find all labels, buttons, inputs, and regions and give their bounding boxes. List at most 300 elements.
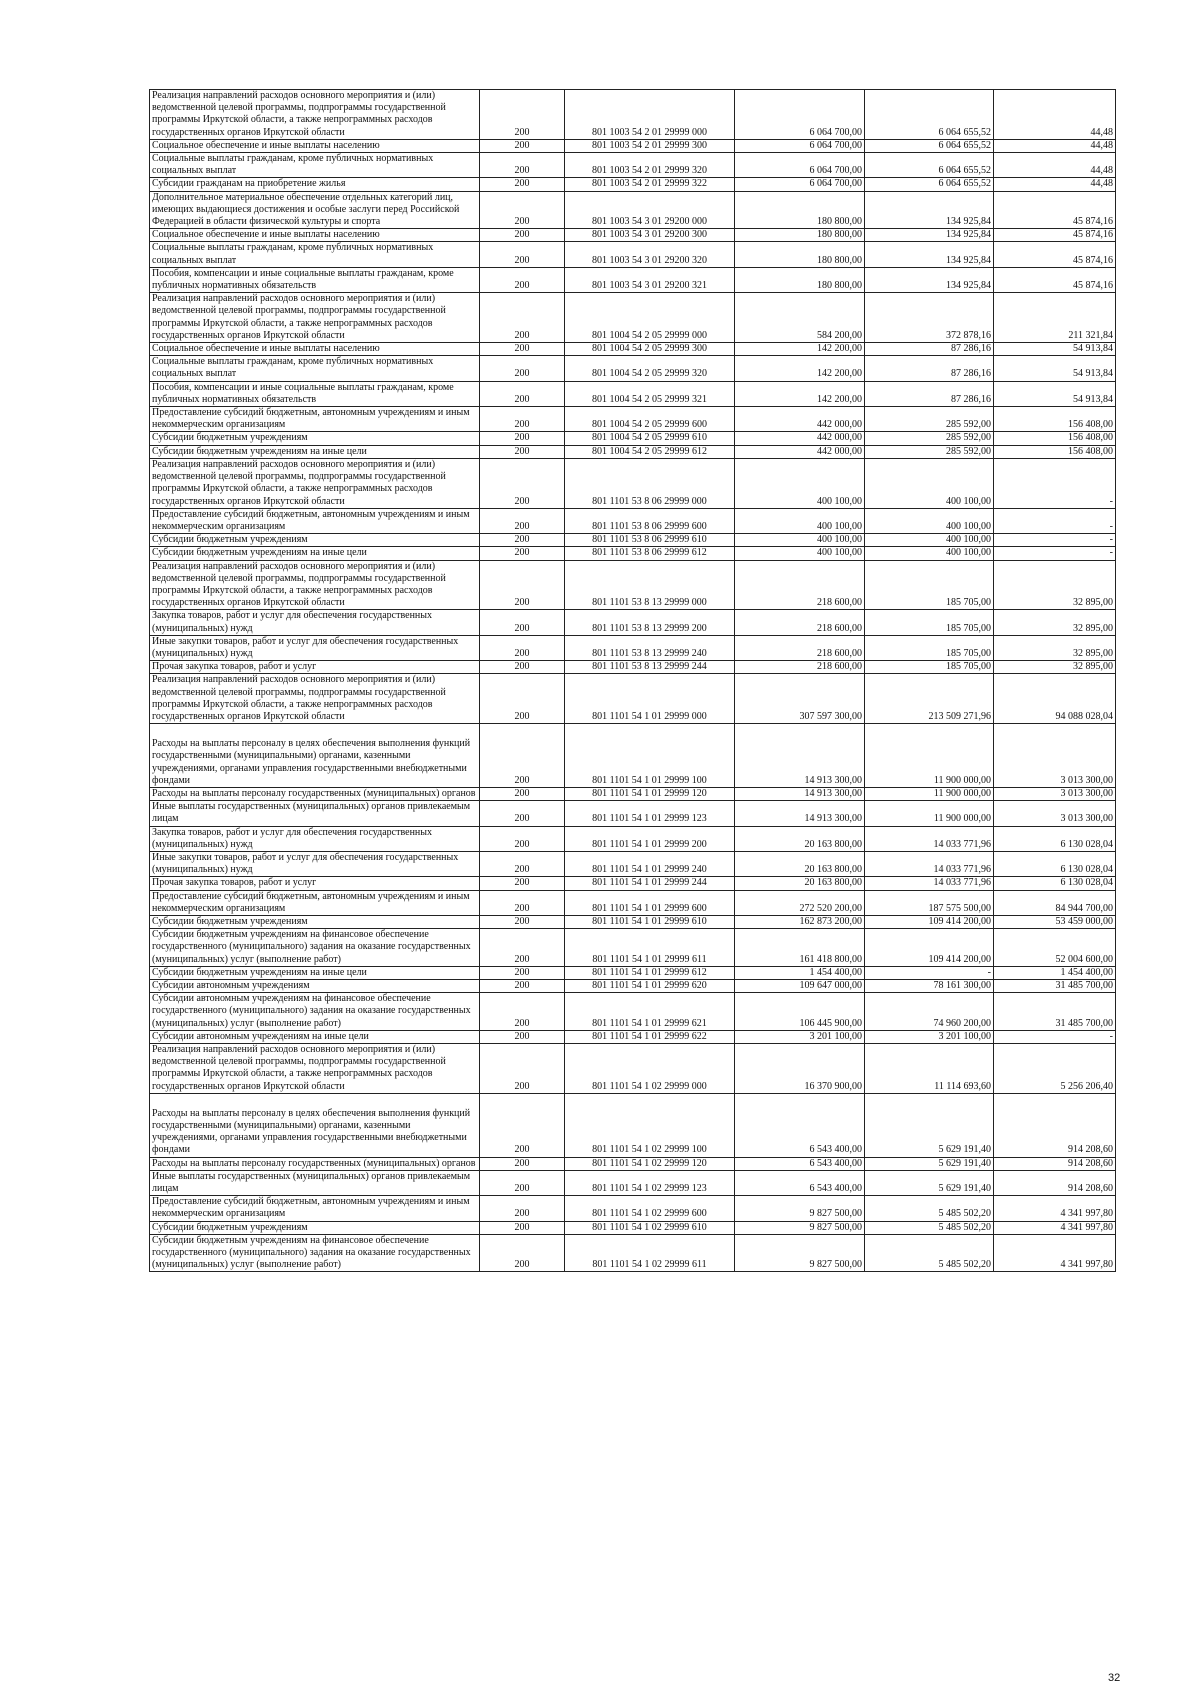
cell-line-code: 200 [480,1030,565,1043]
cell-executed: 185 705,00 [865,661,994,674]
cell-executed: 11 900 000,00 [865,724,994,788]
cell-executed: 87 286,16 [865,356,994,381]
cell-executed: 134 925,84 [865,229,994,242]
cell-unexecuted: 6 130 028,04 [994,826,1116,851]
table-row [150,432,1116,445]
cell-line-code: 200 [480,191,565,229]
cell-unexecuted: 45 874,16 [994,242,1116,267]
table-row [150,90,1116,140]
table-row [150,1093,1116,1157]
table-row [150,801,1116,826]
table-row [150,1221,1116,1234]
cell-executed: 74 960 200,00 [865,993,994,1031]
cell-line-code: 200 [480,993,565,1031]
cell-line-code: 200 [480,139,565,152]
cell-line-code: 200 [480,877,565,890]
table-row [150,508,1116,533]
table-row [150,1196,1116,1221]
cell-executed: 14 033 771,96 [865,851,994,876]
table-row [150,178,1116,191]
cell-budget-classification-code: 801 1101 54 1 01 29999 611 [565,929,735,967]
cell-unexecuted: 211 321,84 [994,293,1116,343]
table-row [150,1030,1116,1043]
cell-expense-name: Иные закупки товаров, работ и услуг для обеспечения государственных (муниципальных) нужд [150,635,480,660]
cell-executed: 285 592,00 [865,432,994,445]
cell-unexecuted: 44,48 [994,139,1116,152]
cell-unexecuted: 914 208,60 [994,1157,1116,1170]
cell-expense-name: Иные выплаты государственных (муниципальных) органов привлекаемым лицам [150,1170,480,1195]
cell-expense-name: Субсидии бюджетным учреждениям на иные цели [150,966,480,979]
cell-unexecuted: 914 208,60 [994,1170,1116,1195]
cell-budget-classification-code: 801 1003 54 2 01 29999 000 [565,90,735,140]
page-number: 32 [1108,1672,1121,1684]
cell-approved-appropriations: 218 600,00 [735,560,865,610]
cell-executed: 6 064 655,52 [865,153,994,178]
cell-budget-classification-code: 801 1101 54 1 01 29999 600 [565,890,735,915]
cell-executed: 109 414 200,00 [865,929,994,967]
cell-budget-classification-code: 801 1101 54 1 01 29999 620 [565,980,735,993]
cell-line-code: 200 [480,458,565,508]
cell-approved-appropriations: 6 543 400,00 [735,1157,865,1170]
cell-executed: 134 925,84 [865,242,994,267]
cell-budget-classification-code: 801 1101 53 8 06 29999 612 [565,547,735,560]
cell-unexecuted: 94 088 028,04 [994,674,1116,724]
cell-unexecuted: 45 874,16 [994,229,1116,242]
cell-budget-classification-code: 801 1101 54 1 01 29999 100 [565,724,735,788]
table-row [150,139,1116,152]
cell-expense-name: Субсидии бюджетным учреждениям на финансовое обеспечение государственного (муниципального) задания на оказание государственных (муниципальных) услуг (выполнение работ) [150,929,480,967]
cell-line-code: 200 [480,980,565,993]
cell-budget-classification-code: 801 1004 54 2 05 29999 320 [565,356,735,381]
cell-unexecuted: - [994,547,1116,560]
cell-expense-name: Социальное обеспечение и иные выплаты населению [150,139,480,152]
cell-approved-appropriations: 218 600,00 [735,661,865,674]
cell-approved-appropriations: 6 543 400,00 [735,1170,865,1195]
cell-executed: 109 414 200,00 [865,916,994,929]
cell-budget-classification-code: 801 1101 54 1 01 29999 622 [565,1030,735,1043]
cell-executed: 14 033 771,96 [865,877,994,890]
cell-expense-name: Реализация направлений расходов основного мероприятия и (или) ведомственной целевой программы, подпрограммы государственной программы Иркутской области, а также непрограммных расходов государственных органов Иркутской области [150,560,480,610]
cell-line-code: 200 [480,635,565,660]
cell-budget-classification-code: 801 1004 54 2 05 29999 000 [565,293,735,343]
cell-approved-appropriations: 584 200,00 [735,293,865,343]
cell-approved-appropriations: 14 913 300,00 [735,724,865,788]
cell-line-code: 200 [480,534,565,547]
cell-budget-classification-code: 801 1101 54 1 01 29999 610 [565,916,735,929]
cell-budget-classification-code: 801 1101 54 1 02 29999 000 [565,1044,735,1094]
cell-line-code: 200 [480,445,565,458]
cell-budget-classification-code: 801 1004 54 2 05 29999 612 [565,445,735,458]
cell-budget-classification-code: 801 1101 54 1 01 29999 244 [565,877,735,890]
cell-unexecuted: 6 130 028,04 [994,877,1116,890]
cell-unexecuted: 3 013 300,00 [994,724,1116,788]
cell-budget-classification-code: 801 1004 54 2 05 29999 300 [565,343,735,356]
table-row [150,724,1116,788]
cell-approved-appropriations: 142 200,00 [735,356,865,381]
cell-executed: - [865,966,994,979]
cell-approved-appropriations: 180 800,00 [735,242,865,267]
cell-unexecuted: 44,48 [994,178,1116,191]
cell-line-code: 200 [480,153,565,178]
cell-approved-appropriations: 442 000,00 [735,432,865,445]
cell-budget-classification-code: 801 1101 53 8 06 29999 600 [565,508,735,533]
cell-expense-name: Пособия, компенсации и иные социальные выплаты гражданам, кроме публичных нормативных обязательств [150,381,480,406]
table-row [150,547,1116,560]
cell-approved-appropriations: 9 827 500,00 [735,1196,865,1221]
cell-executed: 185 705,00 [865,560,994,610]
cell-approved-appropriations: 442 000,00 [735,407,865,432]
table-row [150,560,1116,610]
cell-line-code: 200 [480,851,565,876]
cell-line-code: 200 [480,293,565,343]
cell-executed: 6 064 655,52 [865,90,994,140]
cell-approved-appropriations: 272 520 200,00 [735,890,865,915]
cell-unexecuted: 156 408,00 [994,407,1116,432]
cell-approved-appropriations: 1 454 400,00 [735,966,865,979]
cell-unexecuted: 45 874,16 [994,191,1116,229]
cell-line-code: 200 [480,267,565,292]
cell-executed: 285 592,00 [865,407,994,432]
cell-unexecuted: 156 408,00 [994,445,1116,458]
cell-executed: 3 201 100,00 [865,1030,994,1043]
cell-line-code: 200 [480,929,565,967]
cell-budget-classification-code: 801 1101 54 1 02 29999 611 [565,1234,735,1272]
cell-unexecuted: 3 013 300,00 [994,787,1116,800]
cell-line-code: 200 [480,1196,565,1221]
cell-executed: 285 592,00 [865,445,994,458]
cell-approved-appropriations: 218 600,00 [735,635,865,660]
cell-unexecuted: 156 408,00 [994,432,1116,445]
cell-approved-appropriations: 161 418 800,00 [735,929,865,967]
cell-expense-name: Субсидии гражданам на приобретение жилья [150,178,480,191]
cell-expense-name: Субсидии бюджетным учреждениям на финансовое обеспечение государственного (муниципального) задания на оказание государственных (муниципальных) услуг (выполнение работ) [150,1234,480,1272]
cell-executed: 14 033 771,96 [865,826,994,851]
cell-unexecuted: 4 341 997,80 [994,1221,1116,1234]
cell-executed: 185 705,00 [865,635,994,660]
table-row [150,787,1116,800]
cell-budget-classification-code: 801 1101 53 8 13 29999 200 [565,610,735,635]
cell-line-code: 200 [480,1093,565,1157]
cell-expense-name: Реализация направлений расходов основного мероприятия и (или) ведомственной целевой программы, подпрограммы государственной программы Иркутской области, а также непрограммных расходов государственных органов Иркутской области [150,90,480,140]
cell-executed: 5 629 191,40 [865,1170,994,1195]
cell-expense-name: Иные закупки товаров, работ и услуг для обеспечения государственных (муниципальных) нужд [150,851,480,876]
cell-executed: 187 575 500,00 [865,890,994,915]
cell-expense-name: Субсидии бюджетным учреждениям [150,1221,480,1234]
table-row [150,826,1116,851]
table-row [150,916,1116,929]
cell-approved-appropriations: 14 913 300,00 [735,787,865,800]
cell-expense-name: Субсидии бюджетным учреждениям на иные цели [150,547,480,560]
cell-budget-classification-code: 801 1101 54 1 01 29999 612 [565,966,735,979]
cell-line-code: 200 [480,674,565,724]
cell-unexecuted: 54 913,84 [994,381,1116,406]
table-body [150,90,1116,1272]
cell-budget-classification-code: 801 1101 54 1 01 29999 120 [565,787,735,800]
cell-expense-name: Субсидии автономным учреждениям на финансовое обеспечение государственного (муниципального) задания на оказание государственных (муниципальных) услуг (выполнение работ) [150,993,480,1031]
cell-expense-name: Пособия, компенсации и иные социальные выплаты гражданам, кроме публичных нормативных обязательств [150,267,480,292]
cell-approved-appropriations: 3 201 100,00 [735,1030,865,1043]
cell-budget-classification-code: 801 1003 54 2 01 29999 320 [565,153,735,178]
cell-budget-classification-code: 801 1101 53 8 13 29999 000 [565,560,735,610]
cell-expense-name: Субсидии бюджетным учреждениям [150,432,480,445]
cell-approved-appropriations: 442 000,00 [735,445,865,458]
cell-line-code: 200 [480,229,565,242]
cell-expense-name: Прочая закупка товаров, работ и услуг [150,877,480,890]
cell-line-code: 200 [480,801,565,826]
cell-line-code: 200 [480,826,565,851]
cell-line-code: 200 [480,508,565,533]
cell-unexecuted: 6 130 028,04 [994,851,1116,876]
cell-executed: 372 878,16 [865,293,994,343]
cell-approved-appropriations: 218 600,00 [735,610,865,635]
cell-expense-name: Реализация направлений расходов основного мероприятия и (или) ведомственной целевой программы, подпрограммы государственной программы Иркутской области, а также непрограммных расходов государственных органов Иркутской области [150,458,480,508]
cell-approved-appropriations: 9 827 500,00 [735,1221,865,1234]
cell-approved-appropriations: 20 163 800,00 [735,877,865,890]
cell-expense-name: Социальное обеспечение и иные выплаты населению [150,229,480,242]
cell-approved-appropriations: 20 163 800,00 [735,851,865,876]
cell-unexecuted: 54 913,84 [994,356,1116,381]
cell-executed: 5 485 502,20 [865,1234,994,1272]
cell-line-code: 200 [480,966,565,979]
table-row [150,458,1116,508]
cell-approved-appropriations: 400 100,00 [735,547,865,560]
table-row [150,191,1116,229]
table-row [150,890,1116,915]
cell-executed: 5 485 502,20 [865,1221,994,1234]
cell-expense-name: Субсидии автономным учреждениям на иные цели [150,1030,480,1043]
cell-unexecuted: 4 341 997,80 [994,1196,1116,1221]
cell-unexecuted: - [994,458,1116,508]
table-row [150,851,1116,876]
cell-unexecuted: 5 256 206,40 [994,1044,1116,1094]
cell-line-code: 200 [480,242,565,267]
cell-approved-appropriations: 20 163 800,00 [735,826,865,851]
cell-budget-classification-code: 801 1003 54 3 01 29200 321 [565,267,735,292]
cell-budget-classification-code: 801 1004 54 2 05 29999 610 [565,432,735,445]
table-row [150,929,1116,967]
cell-line-code: 200 [480,724,565,788]
cell-approved-appropriations: 142 200,00 [735,343,865,356]
cell-expense-name: Субсидии бюджетным учреждениям [150,534,480,547]
cell-unexecuted: 84 944 700,00 [994,890,1116,915]
cell-line-code: 200 [480,547,565,560]
cell-line-code: 200 [480,1234,565,1272]
cell-executed: 400 100,00 [865,547,994,560]
cell-unexecuted: 1 454 400,00 [994,966,1116,979]
cell-unexecuted: 44,48 [994,153,1116,178]
cell-expense-name: Расходы на выплаты персоналу государственных (муниципальных) органов [150,787,480,800]
cell-executed: 87 286,16 [865,343,994,356]
cell-line-code: 200 [480,560,565,610]
cell-approved-appropriations: 400 100,00 [735,458,865,508]
cell-budget-classification-code: 801 1101 54 1 01 29999 000 [565,674,735,724]
cell-expense-name: Расходы на выплаты персоналу в целях обеспечения выполнения функций государственными (муниципальными) органами, казенными учреждениями, органами управления государственными внебюджетными фондами [150,1093,480,1157]
cell-executed: 185 705,00 [865,610,994,635]
table-row [150,242,1116,267]
cell-expense-name: Реализация направлений расходов основного мероприятия и (или) ведомственной целевой программы, подпрограммы государственной программы Иркутской области, а также непрограммных расходов государственных органов Иркутской области [150,293,480,343]
table-row [150,1234,1116,1272]
cell-expense-name: Закупка товаров, работ и услуг для обеспечения государственных (муниципальных) нужд [150,826,480,851]
cell-approved-appropriations: 6 064 700,00 [735,153,865,178]
cell-line-code: 200 [480,1170,565,1195]
cell-unexecuted: 53 459 000,00 [994,916,1116,929]
cell-executed: 400 100,00 [865,458,994,508]
cell-line-code: 200 [480,661,565,674]
cell-budget-classification-code: 801 1101 54 1 02 29999 600 [565,1196,735,1221]
cell-executed: 6 064 655,52 [865,139,994,152]
table-row [150,661,1116,674]
cell-executed: 87 286,16 [865,381,994,406]
cell-expense-name: Дополнительное материальное обеспечение отдельных категорий лиц, имеющих выдающиеся достижения и особые заслуги перед Российской Федерацией в области физической культуры и спорта [150,191,480,229]
cell-approved-appropriations: 6 064 700,00 [735,90,865,140]
cell-line-code: 200 [480,90,565,140]
cell-expense-name: Социальные выплаты гражданам, кроме публичных нормативных социальных выплат [150,356,480,381]
cell-budget-classification-code: 801 1101 53 8 13 29999 240 [565,635,735,660]
cell-approved-appropriations: 400 100,00 [735,508,865,533]
cell-budget-classification-code: 801 1003 54 3 01 29200 320 [565,242,735,267]
cell-executed: 213 509 271,96 [865,674,994,724]
cell-unexecuted: 31 485 700,00 [994,980,1116,993]
cell-line-code: 200 [480,407,565,432]
cell-unexecuted: 32 895,00 [994,560,1116,610]
table-row [150,229,1116,242]
cell-budget-classification-code: 801 1101 54 1 02 29999 100 [565,1093,735,1157]
table-row [150,1157,1116,1170]
cell-expense-name: Прочая закупка товаров, работ и услуг [150,661,480,674]
cell-budget-classification-code: 801 1003 54 3 01 29200 300 [565,229,735,242]
cell-unexecuted: 32 895,00 [994,610,1116,635]
cell-expense-name: Субсидии бюджетным учреждениям на иные цели [150,445,480,458]
cell-approved-appropriations: 106 445 900,00 [735,993,865,1031]
cell-budget-classification-code: 801 1003 54 2 01 29999 322 [565,178,735,191]
cell-unexecuted: - [994,534,1116,547]
cell-unexecuted: 44,48 [994,90,1116,140]
table-row [150,674,1116,724]
cell-line-code: 200 [480,343,565,356]
table-row [150,293,1116,343]
cell-executed: 134 925,84 [865,191,994,229]
cell-expense-name: Предоставление субсидий бюджетным, автономным учреждениям и иным некоммерческим организациям [150,508,480,533]
cell-line-code: 200 [480,356,565,381]
cell-approved-appropriations: 180 800,00 [735,229,865,242]
cell-approved-appropriations: 6 064 700,00 [735,178,865,191]
cell-expense-name: Субсидии бюджетным учреждениям [150,916,480,929]
cell-budget-classification-code: 801 1101 53 8 06 29999 000 [565,458,735,508]
cell-line-code: 200 [480,916,565,929]
cell-budget-classification-code: 801 1101 54 1 01 29999 240 [565,851,735,876]
table-row [150,980,1116,993]
table-row [150,610,1116,635]
cell-line-code: 200 [480,787,565,800]
cell-budget-classification-code: 801 1101 53 8 06 29999 610 [565,534,735,547]
cell-executed: 5 629 191,40 [865,1093,994,1157]
cell-executed: 134 925,84 [865,267,994,292]
cell-budget-classification-code: 801 1101 54 1 02 29999 610 [565,1221,735,1234]
cell-expense-name: Реализация направлений расходов основного мероприятия и (или) ведомственной целевой программы, подпрограммы государственной программы Иркутской области, а также непрограммных расходов государственных органов Иркутской области [150,674,480,724]
cell-budget-classification-code: 801 1101 54 1 01 29999 621 [565,993,735,1031]
table-row [150,635,1116,660]
cell-expense-name: Реализация направлений расходов основного мероприятия и (или) ведомственной целевой программы, подпрограммы государственной программы Иркутской области, а также непрограммных расходов государственных органов Иркутской области [150,1044,480,1094]
cell-executed: 11 900 000,00 [865,801,994,826]
cell-line-code: 200 [480,432,565,445]
table-row [150,407,1116,432]
cell-approved-appropriations: 6 543 400,00 [735,1093,865,1157]
cell-budget-classification-code: 801 1101 54 1 02 29999 120 [565,1157,735,1170]
cell-line-code: 200 [480,178,565,191]
cell-expense-name: Социальные выплаты гражданам, кроме публичных нормативных социальных выплат [150,153,480,178]
cell-approved-appropriations: 307 597 300,00 [735,674,865,724]
table-row [150,877,1116,890]
cell-approved-appropriations: 162 873 200,00 [735,916,865,929]
cell-executed: 400 100,00 [865,508,994,533]
cell-unexecuted: 4 341 997,80 [994,1234,1116,1272]
table-row [150,534,1116,547]
cell-approved-appropriations: 180 800,00 [735,267,865,292]
cell-executed: 78 161 300,00 [865,980,994,993]
cell-unexecuted: - [994,508,1116,533]
table-row [150,445,1116,458]
cell-unexecuted: 52 004 600,00 [994,929,1116,967]
table-row [150,343,1116,356]
cell-expense-name: Расходы на выплаты персоналу государственных (муниципальных) органов [150,1157,480,1170]
cell-unexecuted: 31 485 700,00 [994,993,1116,1031]
table-row [150,356,1116,381]
cell-executed: 5 629 191,40 [865,1157,994,1170]
cell-line-code: 200 [480,1044,565,1094]
cell-executed: 400 100,00 [865,534,994,547]
cell-executed: 5 485 502,20 [865,1196,994,1221]
cell-expense-name: Предоставление субсидий бюджетным, автономным учреждениям и иным некоммерческим организациям [150,407,480,432]
cell-line-code: 200 [480,1221,565,1234]
table-row [150,966,1116,979]
cell-unexecuted: 32 895,00 [994,635,1116,660]
cell-line-code: 200 [480,610,565,635]
cell-expense-name: Иные выплаты государственных (муниципальных) органов привлекаемым лицам [150,801,480,826]
table-row [150,993,1116,1031]
cell-approved-appropriations: 109 647 000,00 [735,980,865,993]
cell-budget-classification-code: 801 1101 54 1 02 29999 123 [565,1170,735,1195]
cell-budget-classification-code: 801 1101 53 8 13 29999 244 [565,661,735,674]
cell-expense-name: Закупка товаров, работ и услуг для обеспечения государственных (муниципальных) нужд [150,610,480,635]
cell-approved-appropriations: 6 064 700,00 [735,139,865,152]
cell-budget-classification-code: 801 1003 54 3 01 29200 000 [565,191,735,229]
cell-expense-name: Предоставление субсидий бюджетным, автономным учреждениям и иным некоммерческим организациям [150,890,480,915]
table-row [150,267,1116,292]
cell-budget-classification-code: 801 1004 54 2 05 29999 600 [565,407,735,432]
cell-approved-appropriations: 400 100,00 [735,534,865,547]
cell-expense-name: Социальные выплаты гражданам, кроме публичных нормативных социальных выплат [150,242,480,267]
cell-unexecuted: 45 874,16 [994,267,1116,292]
table-row [150,1044,1116,1094]
cell-approved-appropriations: 14 913 300,00 [735,801,865,826]
cell-budget-classification-code: 801 1101 54 1 01 29999 200 [565,826,735,851]
cell-expense-name: Предоставление субсидий бюджетным, автономным учреждениям и иным некоммерческим организациям [150,1196,480,1221]
cell-budget-classification-code: 801 1004 54 2 05 29999 321 [565,381,735,406]
cell-unexecuted: 3 013 300,00 [994,801,1116,826]
cell-unexecuted: 54 913,84 [994,343,1116,356]
cell-expense-name: Расходы на выплаты персоналу в целях обеспечения выполнения функций государственными (муниципальными) органами, казенными учреждениями, органами управления государственными внебюджетными фондами [150,724,480,788]
budget-execution-table [149,89,1116,1272]
cell-line-code: 200 [480,381,565,406]
cell-executed: 11 900 000,00 [865,787,994,800]
cell-approved-appropriations: 142 200,00 [735,381,865,406]
cell-unexecuted: 914 208,60 [994,1093,1116,1157]
table-row [150,153,1116,178]
cell-expense-name: Социальное обеспечение и иные выплаты населению [150,343,480,356]
cell-line-code: 200 [480,890,565,915]
cell-approved-appropriations: 180 800,00 [735,191,865,229]
cell-executed: 6 064 655,52 [865,178,994,191]
